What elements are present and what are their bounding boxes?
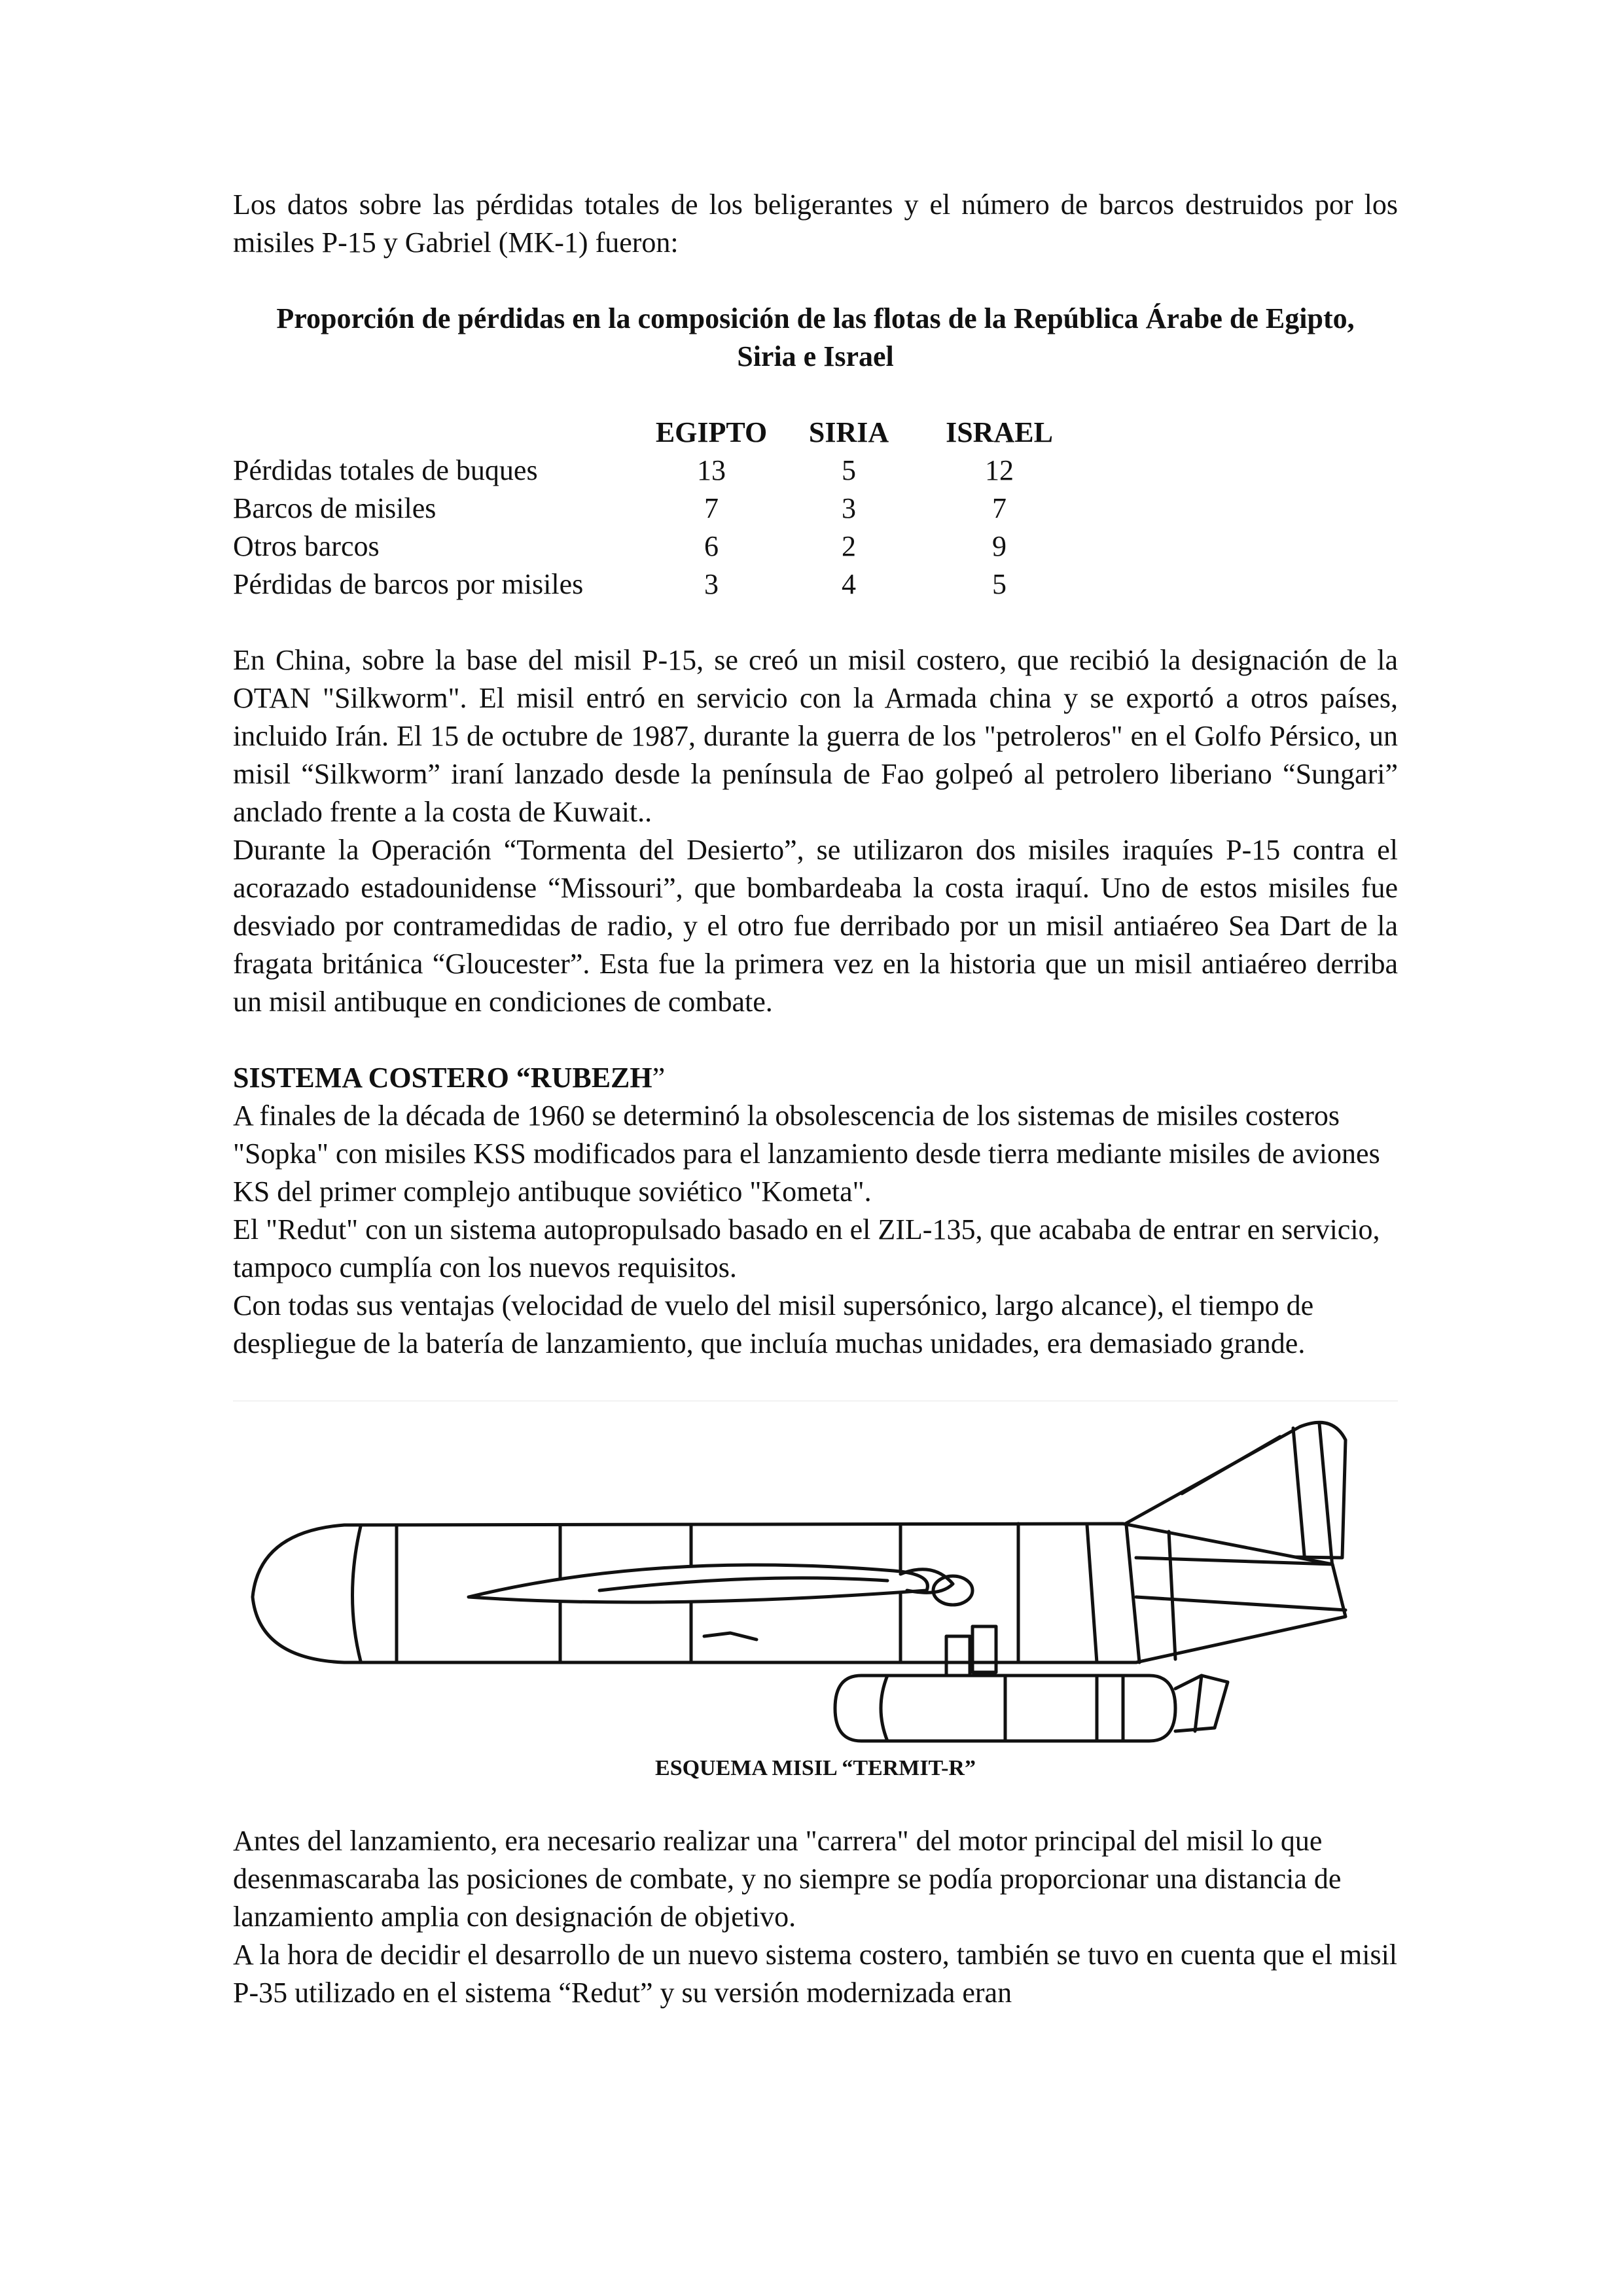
header-blank (233, 414, 643, 452)
table-row (233, 452, 1081, 490)
closing-paragraph-1: Antes del lanzamiento, era necesario realizar una "carrera" del motor principal del misil lo que desenmascaraba las posiciones de combate, y no siempre se podía proporcionar una distancia de lanzamiento amplia con designación de objetivo. (233, 1825, 1342, 1933)
closing-paragraph-2: A la hora de decidir el desarrollo de un nuevo sistema costero, también se tuvo en cuenta que el misil P-35 utilizado en el sistema “Redut” y su versión modernizada eran (233, 1939, 1398, 2009)
section-heading-quote: ” (652, 1062, 666, 1094)
losses-table (233, 414, 1081, 603)
cell-egipto: 7 (704, 492, 719, 524)
section-heading (233, 1059, 1398, 1097)
cell-israel: 5 (992, 568, 1007, 600)
section-heading-text: SISTEMA COSTERO “RUBEZH (233, 1062, 652, 1094)
header-egipto: EGIPTO (655, 416, 768, 448)
document-page (233, 186, 1398, 2012)
row-label: Pérdidas de barcos por misiles (233, 568, 584, 600)
section-paragraph-1: A finales de la década de 1960 se determinó la obsolescencia de los sistemas de misiles costeros "Sopka" con misiles KSS modificados para el lanzamiento desde tierra mediante misiles de aviones KS del primer complejo antibuque soviético "Kometa". (233, 1100, 1380, 1208)
table-row (233, 528, 1081, 565)
table-row (233, 565, 1081, 603)
cell-israel: 12 (985, 454, 1014, 486)
missile-figure (233, 1401, 1398, 1748)
cell-israel: 7 (992, 492, 1007, 524)
cell-siria: 2 (842, 530, 856, 562)
row-label: Barcos de misiles (233, 492, 437, 524)
cell-egipto: 13 (697, 454, 726, 486)
row-label: Otros barcos (233, 530, 380, 562)
header-israel: ISRAEL (946, 416, 1053, 448)
section-paragraph-2: El "Redut" con un sistema autopropulsado basado en el ZIL-135, que acababa de entrar en servicio, tampoco cumplía con los nuevos requisitos. (233, 1213, 1380, 1283)
table-row (233, 490, 1081, 528)
row-label: Pérdidas totales de buques (233, 454, 538, 486)
missile-diagram-icon (233, 1401, 1398, 1748)
intro-paragraph: Los datos sobre las pérdidas totales de los beligerantes y el número de barcos destruidos por los misiles P-15 y Gabriel (MK-1) fueron: (233, 188, 1398, 259)
cell-siria: 3 (842, 492, 856, 524)
table-title: Proporción de pérdidas en la composición de las flotas de la República Árabe de Egipto, Siria e Israel (276, 302, 1355, 372)
section-paragraph-3: Con todas sus ventajas (velocidad de vuelo del misil supersónico, largo alcance), el tiempo de despliegue de la batería de lanzamiento, que incluía muchas unidades, era demasiado grande. (233, 1289, 1314, 1359)
cell-egipto: 3 (704, 568, 719, 600)
table-header-row (233, 414, 1081, 452)
cell-siria: 4 (842, 568, 856, 600)
tormenta-paragraph: Durante la Operación “Tormenta del Desierto”, se utilizaron dos misiles iraquíes P-15 contra el acorazado estadounidense “Missouri”, que bombardeaba la costa iraquí. Uno de estos misiles fue desviado por contramedidas de radio, y el otro fue derribado por un misil antiaéreo Sea Dart de la fragata británica “Gloucester”. Esta fue la primera vez en la historia que un misil antiaéreo derriba un misil antibuque en condiciones de combate. (233, 834, 1398, 1018)
header-siria: SIRIA (808, 416, 889, 448)
figure-caption: ESQUEMA MISIL “TERMIT-R” (655, 1756, 976, 1780)
cell-siria: 5 (842, 454, 856, 486)
cell-israel: 9 (992, 530, 1007, 562)
china-paragraph: En China, sobre la base del misil P-15, se creó un misil costero, que recibió la designación de la OTAN "Silkworm". El misil entró en servicio con la Armada china y se exportó a otros países, incluido Irán. El 15 de octubre de 1987, durante la guerra de los "petroleros" en el Golfo Pérsico, un misil “Silkworm” iraní lanzado desde la península de Fao golpeó al petrolero liberiano “Sungari” anclado frente a la costa de Kuwait.. (233, 644, 1398, 828)
cell-egipto: 6 (704, 530, 719, 562)
